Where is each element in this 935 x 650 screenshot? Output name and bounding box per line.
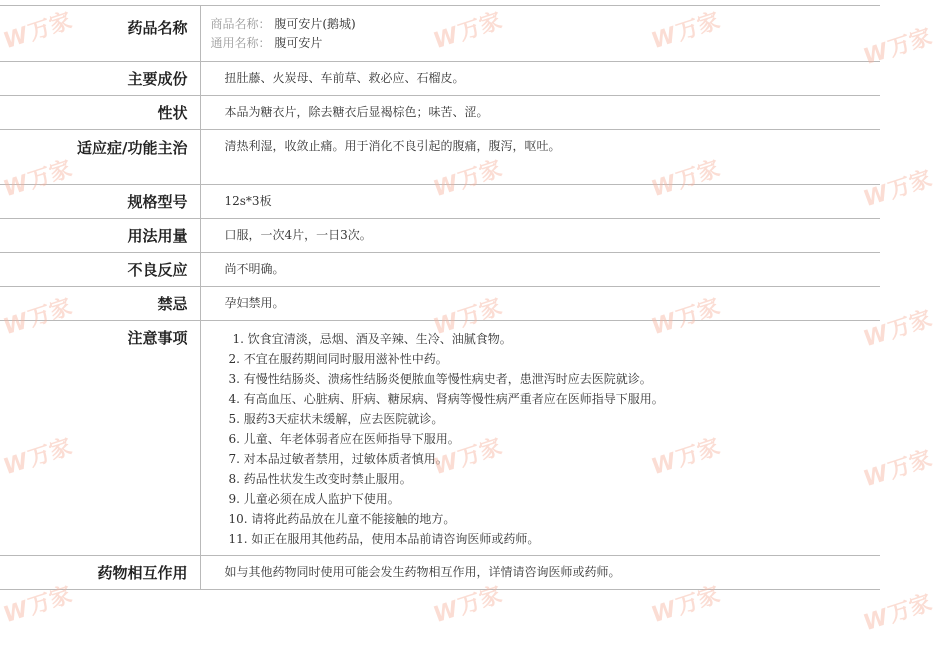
table-row-ingredients [0, 62, 880, 96]
row-value-indications: 清热利湿，收敛止痛。用于消化不良引起的腹痛，腹泻，呕吐。 [200, 130, 880, 185]
row-value-appearance: 本品为糖衣片，除去糖衣后显褐棕色；味苦、涩。 [200, 96, 880, 130]
precaution-item: 10. 请将此药品放在儿童不能接触的地方。 [228, 512, 456, 526]
watermark-logo: W万家 [0, 294, 76, 341]
generic-name-key: 通用名称： [210, 36, 271, 50]
table-row-interactions [0, 556, 880, 590]
watermark-logo: W万家 [430, 434, 506, 481]
precaution-item: 1. 饮食宜清淡，忌烟、酒及辛辣、生冷、油腻食物。 [232, 332, 512, 346]
row-label-precautions: 注意事项 [0, 321, 200, 556]
precaution-item: 3. 有慢性结肠炎、溃疡性结肠炎便脓血等慢性病史者，患泄泻时应去医院就诊。 [228, 372, 652, 386]
table-row-adverse-reactions [0, 253, 880, 287]
watermark-logo: W万家 [648, 294, 724, 341]
watermark-logo: W万家 [0, 582, 76, 629]
row-label-appearance: 性状 [0, 96, 200, 130]
watermark-logo: W万家 [648, 582, 724, 629]
watermark-logo: W万家 [0, 434, 76, 481]
watermark-logo: W万家 [648, 434, 724, 481]
row-value-specification: 12s*3板 [200, 185, 880, 219]
watermark-logo: W万家 [860, 24, 935, 71]
watermark-logo: W万家 [648, 8, 724, 55]
watermark-logo: W万家 [0, 156, 76, 203]
row-label-indications: 适应症/功能主治 [0, 130, 200, 185]
watermark-logo: W万家 [648, 156, 724, 203]
trade-name-value: 腹可安片(鹅城) [274, 17, 356, 31]
row-value-adverse-reactions: 尚不明确。 [200, 253, 880, 287]
precaution-item: 2. 不宜在服药期间同时服用滋补性中药。 [228, 352, 448, 366]
table-row-contraindications [0, 287, 880, 321]
table-row-dosage [0, 219, 880, 253]
watermark-logo: W万家 [860, 166, 935, 213]
trade-name-key: 商品名称： [210, 17, 271, 31]
row-label-adverse-reactions: 不良反应 [0, 253, 200, 287]
precaution-item: 7. 对本品过敏者禁用，过敏体质者慎用。 [228, 452, 448, 466]
row-value-interactions: 如与其他药物同时使用可能会发生药物相互作用，详情请咨询医师或药师。 [200, 556, 880, 590]
row-label-specification: 规格型号 [0, 185, 200, 219]
precaution-item: 6. 儿童、年老体弱者应在医师指导下服用。 [228, 432, 460, 446]
table-row-indications [0, 130, 880, 185]
precaution-item: 8. 药品性状发生改变时禁止服用。 [228, 472, 412, 486]
row-label-contraindications: 禁忌 [0, 287, 200, 321]
generic-name-value: 腹可安片 [274, 36, 323, 50]
row-label-dosage: 用法用量 [0, 219, 200, 253]
precautions-cell [200, 321, 880, 556]
row-value-ingredients: 扭肚藤、火炭母、车前草、救必应、石榴皮。 [200, 62, 880, 96]
watermark-logo: W万家 [430, 294, 506, 341]
watermark-logo: W万家 [430, 8, 506, 55]
watermark-logo: W万家 [860, 590, 935, 637]
row-label-drug-name: 药品名称 [0, 6, 200, 62]
precaution-item: 11. 如正在服用其他药品，使用本品前请咨询医师或药师。 [228, 532, 540, 546]
trade-name-line [211, 15, 871, 34]
watermark-logo: W万家 [860, 306, 935, 353]
watermark-logo: W万家 [860, 446, 935, 493]
drug-spec-table [0, 5, 880, 590]
precaution-item: 9. 儿童必须在成人监护下使用。 [228, 492, 400, 506]
table-row-appearance [0, 96, 880, 130]
watermark-logo: W万家 [0, 8, 76, 55]
row-label-interactions: 药物相互作用 [0, 556, 200, 590]
drug-spec-sheet [0, 5, 880, 590]
table-row-drug-name [0, 6, 880, 62]
generic-name-line [211, 34, 871, 53]
table-row-specification [0, 185, 880, 219]
row-label-ingredients: 主要成份 [0, 62, 200, 96]
drug-name-cell [200, 6, 880, 62]
table-row-precautions [0, 321, 880, 556]
precaution-item: 4. 有高血压、心脏病、肝病、糖尿病、肾病等慢性病严重者应在医师指导下服用。 [228, 392, 664, 406]
row-value-dosage: 口服，一次4片，一日3次。 [200, 219, 880, 253]
watermark-logo: W万家 [430, 582, 506, 629]
precaution-item: 5. 服药3天症状未缓解，应去医院就诊。 [228, 412, 444, 426]
watermark-logo: W万家 [430, 156, 506, 203]
row-value-contraindications: 孕妇禁用。 [200, 287, 880, 321]
